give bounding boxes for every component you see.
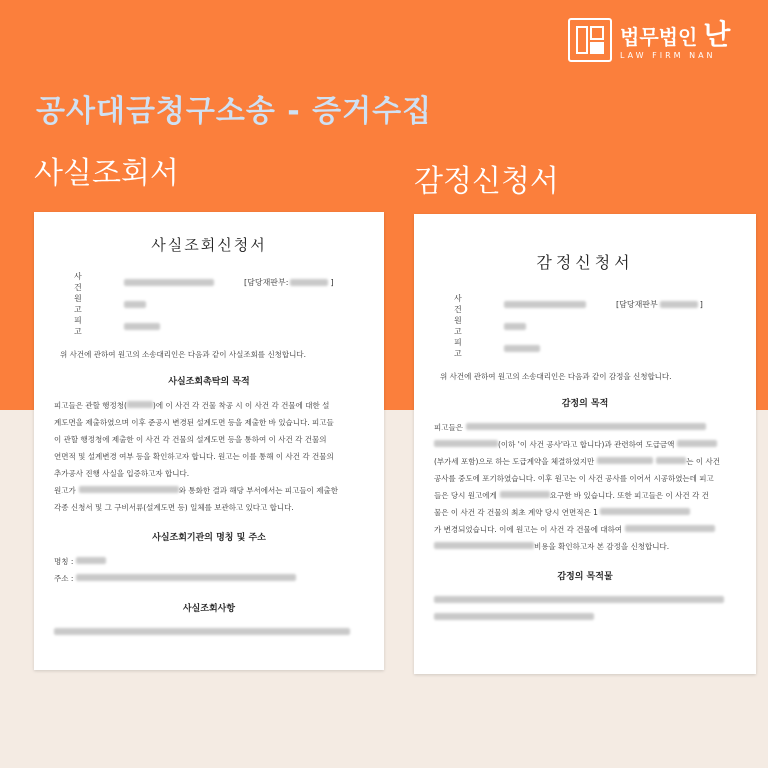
field-label: 원고: [454, 316, 480, 336]
agency-address-row: 주소 :: [54, 570, 364, 587]
logo-big-text: 난: [703, 17, 731, 51]
section-body: 피고들은 (이하 '이 사건 공사'라고 합니다)과 관련하여 도급금액 (부가세 포함)으로 하는 도급계약을 체결하였지만 는 이 사건 공사를 중도에 포기하였습니다. 이후 원고는 이 사건 공사를 이어서 시공하였는데 피고 들은 당시 원고에게 요구한 바 있습니다. 또한 피고들은 이 사건 각 건 물은 이 사건 각 건물의 최초 계약 당시 연면적은 1 가 변경되었습니다. 이에 원고는 이 사건 각 건물에 대하여 비용을 확인하고자 본 감정을 신청합니다.: [434, 423, 721, 551]
document-title: 감정신청서: [536, 253, 634, 272]
section-title: 사실조회기관의 명칭 및 주소: [152, 533, 266, 543]
field-label: 사건: [74, 272, 100, 292]
main-title: 공사대금청구소송 - 증거수집: [36, 94, 433, 129]
field-label: 사건: [454, 294, 480, 314]
plaintiff-field-row: [54, 293, 364, 315]
right-doc-label: 감정신청서: [414, 164, 559, 199]
document-title: 사실조회신청서: [151, 236, 267, 254]
intro-text: 위 사건에 관하여 원고의 소송대리인은 다음과 같이 사실조회를 신청합니다.: [60, 350, 307, 359]
court-label-end: ]: [699, 299, 703, 309]
redacted-line: [434, 609, 736, 626]
left-doc-label: 사실조회서: [34, 156, 179, 191]
intro-text: 위 사건에 관하여 원고의 소송대리인은 다음과 같이 감정을 신청합니다.: [440, 372, 672, 381]
redacted-text: [504, 301, 586, 308]
agency-name-row: 명칭 :: [54, 553, 364, 570]
redacted-text: [124, 323, 160, 330]
fact-inquiry-document: [34, 212, 384, 670]
section-title: 감정의 목적: [561, 399, 609, 409]
appraisal-request-document: [414, 214, 756, 674]
field-label: 피고: [454, 338, 480, 358]
case-field-row: [434, 293, 736, 315]
redacted-text: [124, 301, 146, 308]
field-label: 원고: [74, 294, 100, 314]
defendant-field-row: [54, 315, 364, 337]
logo-mark-icon: [568, 18, 612, 62]
court-label: [담당재판부:: [244, 277, 289, 287]
court-label-end: ]: [330, 277, 334, 287]
redacted-line: [434, 592, 736, 609]
defendant-field-row: [434, 337, 736, 359]
court-label: [담당재판부: [616, 299, 658, 309]
redacted-text: [504, 323, 526, 330]
redacted-text: [660, 301, 698, 308]
case-field-row: [54, 271, 364, 293]
logo-english-text: LAW FIRM NAN: [620, 50, 716, 60]
redacted-text: [290, 279, 328, 286]
redacted-line: [54, 624, 364, 641]
section-title: 사실조회촉탁의 목적: [168, 377, 250, 387]
field-label: 피고: [74, 316, 100, 336]
plaintiff-field-row: [434, 315, 736, 337]
law-firm-logo: [568, 18, 730, 62]
section-title: 사실조회사항: [182, 604, 236, 614]
logo-korean-text: 법무법인: [620, 24, 698, 49]
section-title: 감정의 목적물: [557, 572, 613, 582]
redacted-text: [124, 279, 214, 286]
section-body: 피고들은 관할 행정청( )에 이 사건 각 건물 착공 시 이 사건 각 건물에 대한 설 계도면을 제출하였으며 이후 준공시 변경된 설계도면 등을 제출한 바 있습니다. 피고들 이 관할 행정청에 제출한 이 사건 각 건물의 설계도면 등을 통하여 이 사건 각 건물의 연면적 및 설계변경 여부 등을 확인하고자 합니다. 원고는 이를 통해 이 사건 각 건물의 추가공사 진행 사실을 입증하고자 합니다. 원고가 와 통화한 결과 해당 부서에서는 피고들이 제출한 각종 신청서 및 그 구비서류(설계도면 등) 일체를 보관하고 있다고 합니다.: [54, 401, 338, 512]
redacted-text: [504, 345, 540, 352]
